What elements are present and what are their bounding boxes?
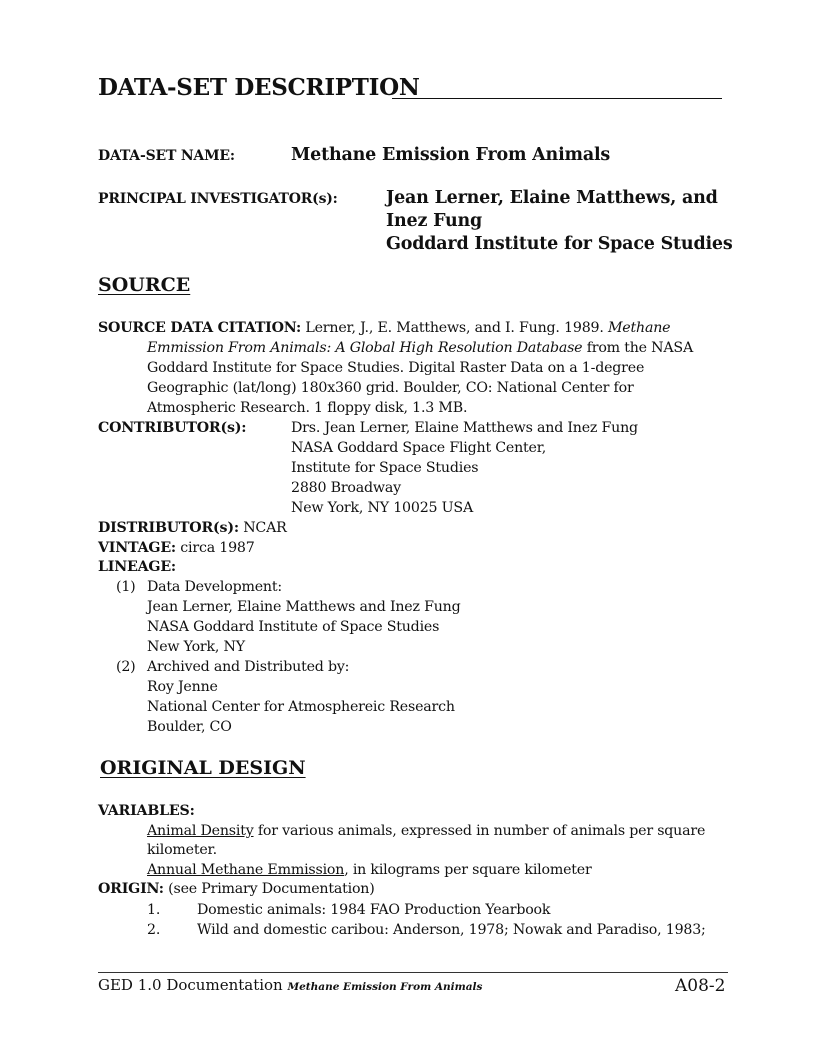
dataset-name-label: DATA-SET NAME: bbox=[98, 148, 235, 164]
lineage-line: Data Development: bbox=[147, 579, 282, 595]
origin-value: (see Primary Documentation) bbox=[168, 881, 375, 897]
origin-item-number: 2. bbox=[147, 922, 161, 938]
footer-dataset-title: Methane Emission From Animals bbox=[287, 981, 483, 993]
lineage-line: National Center for Atmosphereic Research bbox=[147, 699, 455, 715]
lineage-line: NASA Goddard Institute of Space Studies bbox=[147, 619, 440, 635]
citation-line bbox=[147, 338, 693, 358]
pi-line: Jean Lerner, Elaine Matthews, and bbox=[386, 188, 718, 208]
variable-term: Animal Density bbox=[147, 823, 254, 839]
lineage-line: Archived and Distributed by: bbox=[147, 659, 350, 675]
citation-label: SOURCE DATA CITATION: bbox=[98, 320, 302, 336]
citation-title-part1: Methane bbox=[607, 320, 671, 336]
page-number: A08-2 bbox=[675, 976, 726, 996]
original-design-heading: ORIGINAL DESIGN bbox=[100, 757, 306, 779]
distributor-value: NCAR bbox=[243, 520, 287, 536]
origin-item-text: Domestic animals: 1984 FAO Production Yearbook bbox=[197, 902, 551, 918]
variable-line bbox=[147, 860, 592, 880]
title-underline bbox=[392, 98, 722, 99]
citation-text: Geographic (lat/long) 180x360 grid. Boulder, CO: National Center for bbox=[147, 380, 634, 396]
pi-line: Goddard Institute for Space Studies bbox=[386, 234, 733, 254]
contributor-label: CONTRIBUTOR(s): bbox=[98, 420, 247, 436]
citation-text: from the NASA bbox=[586, 340, 693, 356]
contributor-line: Institute for Space Studies bbox=[291, 460, 479, 476]
page-title: DATA-SET DESCRIPTION bbox=[98, 74, 420, 101]
pi-line: Inez Fung bbox=[386, 211, 483, 231]
vintage-label: VINTAGE: bbox=[98, 540, 176, 556]
lineage-line: Boulder, CO bbox=[147, 719, 232, 735]
footer-divider bbox=[98, 972, 728, 973]
footer-left bbox=[98, 976, 482, 994]
citation-authors: Lerner, J., E. Matthews, and I. Fung. 1989. bbox=[305, 320, 604, 336]
origin-label: ORIGIN: bbox=[98, 881, 164, 897]
variables-label: VARIABLES: bbox=[98, 803, 195, 819]
pi-label: PRINCIPAL INVESTIGATOR(s): bbox=[98, 191, 338, 207]
contributor-line: New York, NY 10025 USA bbox=[291, 500, 473, 516]
source-heading: SOURCE bbox=[98, 274, 191, 296]
contributor-line: 2880 Broadway bbox=[291, 480, 401, 496]
citation-text: Goddard Institute for Space Studies. Digital Raster Data on a 1-degree bbox=[147, 360, 645, 376]
contributor-line: Drs. Jean Lerner, Elaine Matthews and Inez Fung bbox=[291, 420, 638, 436]
dataset-name-value: Methane Emission From Animals bbox=[291, 145, 611, 165]
footer-doc-label: GED 1.0 Documentation bbox=[98, 976, 283, 994]
contributor-line: NASA Goddard Space Flight Center, bbox=[291, 440, 547, 456]
distributor-line bbox=[98, 518, 287, 538]
origin-item-text: Wild and domestic caribou: Anderson, 1978; Nowak and Paradiso, 1983; bbox=[197, 922, 706, 938]
vintage-value: circa 1987 bbox=[180, 540, 255, 556]
citation-text: Atmospheric Research. 1 floppy disk, 1.3 MB. bbox=[147, 400, 468, 416]
distributor-label: DISTRIBUTOR(s): bbox=[98, 520, 239, 536]
vintage-line bbox=[98, 538, 255, 558]
lineage-number: (2) bbox=[116, 659, 136, 675]
origin-line bbox=[98, 879, 375, 899]
variable-line bbox=[147, 821, 705, 841]
lineage-number: (1) bbox=[116, 579, 136, 595]
citation-line bbox=[98, 318, 670, 338]
variable-description: for various animals, expressed in number of animals per square bbox=[257, 823, 706, 839]
lineage-line: New York, NY bbox=[147, 639, 245, 655]
lineage-line: Roy Jenne bbox=[147, 679, 218, 695]
origin-item-number: 1. bbox=[147, 902, 161, 918]
citation-title-part2: Emmission From Animals: A Global High Resolution Database bbox=[147, 340, 583, 356]
lineage-line: Jean Lerner, Elaine Matthews and Inez Fung bbox=[147, 599, 461, 615]
variable-description-cont: kilometer. bbox=[147, 842, 217, 858]
variable-term: Annual Methane Emmission bbox=[147, 862, 345, 878]
variable-description: , in kilograms per square kilometer bbox=[344, 862, 592, 878]
lineage-label: LINEAGE: bbox=[98, 559, 176, 575]
